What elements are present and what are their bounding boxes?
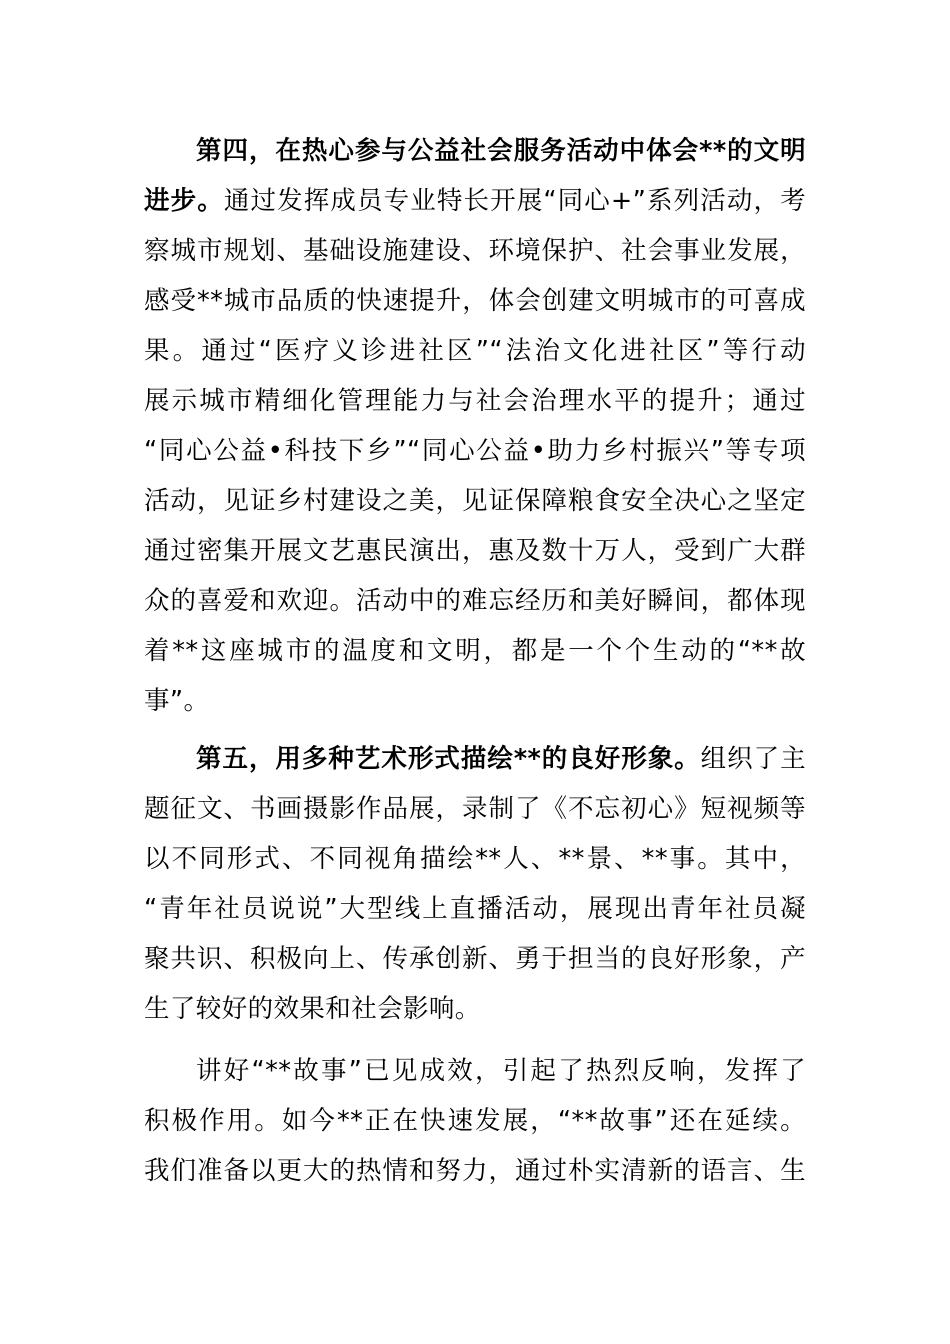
body-text: 感受**城市品质的快速提升，体会创建文明城市的可喜成 bbox=[144, 286, 806, 316]
body-text: 活动，见证乡村建设之美，见证保障粮食安全决心之坚定 bbox=[144, 486, 806, 516]
heading-text: 进步。 bbox=[144, 186, 224, 216]
body-text: 聚共识、积极向上、传承创新、勇于担当的良好形象，产 bbox=[144, 944, 806, 974]
text-line bbox=[144, 476, 806, 526]
heading-text: 第五，用多种艺术形式描绘**的良好形象。 bbox=[196, 744, 701, 774]
text-line bbox=[144, 576, 806, 626]
text-line bbox=[144, 784, 806, 834]
text-line bbox=[144, 934, 806, 984]
body-text: 通过密集开展文艺惠民演出，惠及数十万人，受到广大群 bbox=[144, 536, 806, 566]
text-line bbox=[144, 734, 806, 784]
text-line bbox=[144, 984, 806, 1034]
body-text: 组织了主 bbox=[700, 744, 806, 774]
paragraph-5 bbox=[144, 734, 806, 1034]
text-line bbox=[144, 1146, 806, 1196]
heading-text: 第四，在热心参与公益社会服务活动中体会**的文明 bbox=[196, 136, 806, 166]
body-text: 展示城市精细化管理能力与社会治理水平的提升；通过 bbox=[144, 386, 806, 416]
body-text: “青年社员说说”大型线上直播活动，展现出青年社员凝 bbox=[144, 894, 806, 924]
body-text: 生了较好的效果和社会影响。 bbox=[144, 994, 481, 1024]
body-text: 众的喜爱和欢迎。活动中的难忘经历和美好瞬间，都体现 bbox=[144, 586, 806, 616]
text-line bbox=[144, 376, 806, 426]
text-line bbox=[144, 426, 806, 476]
body-text: 积极作用。如今**正在快速发展，“**故事”还在延续。 bbox=[144, 1106, 806, 1136]
text-line bbox=[144, 226, 806, 276]
body-text: 我们准备以更大的热情和努力，通过朴实清新的语言、生 bbox=[144, 1156, 806, 1186]
text-line bbox=[144, 676, 806, 726]
text-line bbox=[144, 1096, 806, 1146]
body-text: 讲好“**故事”已见成效，引起了热烈反响，发挥了 bbox=[196, 1056, 806, 1086]
body-text: 着**这座城市的温度和文明，都是一个个生动的“**故 bbox=[144, 636, 806, 666]
paragraph-6 bbox=[144, 1046, 806, 1196]
body-text: 察城市规划、基础设施建设、环境保护、社会事业发展， bbox=[144, 236, 806, 266]
text-line bbox=[144, 326, 806, 376]
body-text: 题征文、书画摄影作品展，录制了《不忘初心》短视频等 bbox=[144, 794, 806, 824]
text-line bbox=[144, 176, 806, 226]
text-line bbox=[144, 884, 806, 934]
text-line bbox=[144, 276, 806, 326]
paragraph-4 bbox=[144, 126, 806, 726]
body-text: 果。通过“医疗义诊进社区”“法治文化进社区”等行动 bbox=[144, 336, 806, 366]
text-line bbox=[144, 834, 806, 884]
text-line bbox=[144, 1046, 806, 1096]
text-line bbox=[144, 526, 806, 576]
body-text: 通过发挥成员专业特长开展“同心+”系列活动，考 bbox=[223, 186, 806, 216]
body-text: 事”。 bbox=[144, 686, 210, 716]
text-line bbox=[144, 126, 806, 176]
body-text: “同心公益•科技下乡”“同心公益•助力乡村振兴”等专项 bbox=[144, 436, 806, 466]
body-text: 以不同形式、不同视角描绘**人、**景、**事。其中， bbox=[144, 844, 806, 874]
text-line bbox=[144, 626, 806, 676]
